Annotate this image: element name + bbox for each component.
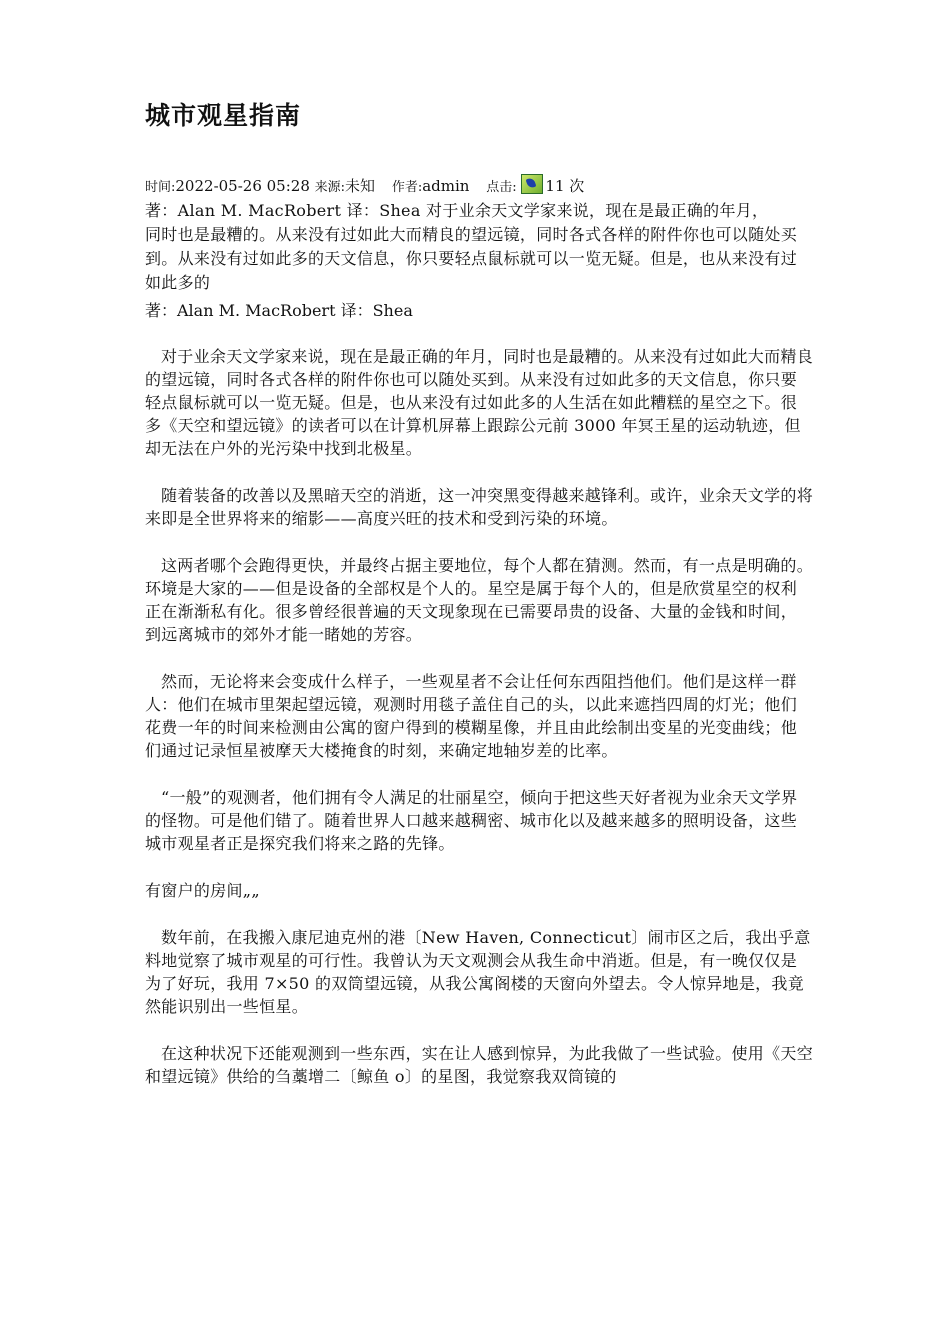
source-label: 来源: (314, 180, 346, 195)
paragraph: “一般”的观测者，他们拥有令人满足的壮丽星空，倾向于把这些天好者视为业余天文学界的怪物。可是他们错了。随着世界人口越来越稠密、城市化以及越来越多的照明设备，这些城市观星者正是探究我们将来之路的先锋。 (145, 788, 798, 853)
paragraph: 这两者哪个会跑得更快，并最终占据主要地位，每个人都在猜测。然而，有一点是明确的。环境是大家的——但是设备的全部权是个人的。星空是属于每个人的，但是欣赏星空的权利正在渐渐私有化。很多曾经很普遍的天文现象现在已需要昂贵的设备、大量的金钱和时间，到远离城市的郊外才能一睹她的芳容。 (145, 556, 814, 644)
paragraph: 对于业余天文学家来说，现在是最正确的年月，同时也是最糟的。从来没有过如此大而精良的望远镜，同时各式各样的附件你也可以随处买到。从来没有过如此多的天文信息，你只要轻点鼠标就可以一览无疑。但是，也从来没有过如此多的人生活在如此糟糕的星空之下。很多《天空和望远镜》的读者可以在计算机屏幕上跟踪公元前 3000 年冥王星的运动轨迹，但却无法在户外的光污染中找到北极星。 (145, 347, 814, 458)
article-page (145, 96, 813, 1112)
section-heading: 有窗户的房间„„ (145, 881, 260, 900)
source-value: 未知 (345, 177, 376, 195)
author-label: 作者: (391, 180, 423, 195)
lead-line-2: 同时也是最糟的。从来没有过如此大而精良的望远镜，同时各式各样的附件你也可以随处买到。从来没有过如此多的天文信息，你只要轻点鼠标就可以一览无疑。但是，也从来没有过如此多的 (145, 225, 798, 292)
clicks-value: 11 次 (545, 177, 585, 195)
lead-line-1: 著：Alan M. MacRobert 译：Shea 对于业余天文学家来说，现在是最正确的年月， (145, 201, 769, 220)
author-value: admin (422, 177, 470, 195)
byline: 著：Alan M. MacRobert 译：Shea (145, 301, 413, 320)
article-meta (145, 174, 813, 199)
clicks-label: 点击: (486, 180, 517, 195)
page-title: 城市观星指南 (145, 101, 302, 130)
time-value: 2022-05-26 05:28 (175, 177, 310, 195)
clicks-counter-icon (521, 174, 543, 194)
paragraph: 然而，无论将来会变成什么样子，一些观星者不会让任何东西阻挡他们。他们是这样一群人：他们在城市里架起望远镜，观测时用毯子盖住自己的头，以此来遮挡四周的灯光；他们花费一年的时间来检测由公寓的窗户得到的模糊星像，并且由此绘制出变星的光变曲线；他们通过记录恒星被摩天大楼掩食的时刻，来确定地轴岁差的比率。 (145, 672, 798, 760)
time-label: 时间: (145, 180, 176, 195)
paragraph: 随着装备的改善以及黑暗天空的消逝，这一冲突黑变得越来越锋利。或许，业余天文学的将来即是全世界将来的缩影——高度兴旺的技术和受到污染的环境。 (145, 486, 814, 528)
paragraph: 数年前，在我搬入康尼迪克州的港〔New Haven, Connecticut〕闹市区之后，我出乎意料地觉察了城市观星的可行性。我曾认为天文观测会从我生命中消逝。但是，有一晚仅仅是为了好玩，我用 7×50 的双筒望远镜，从我公寓阁楼的天窗向外望去。令人惊异地是，我竟然能识别出一些恒星。 (145, 928, 811, 1016)
article-body (145, 345, 813, 1088)
paragraph: 在这种状况下还能观测到一些东西，实在让人感到惊异，为此我做了一些试验。使用《天空和望远镜》供给的刍藁增二〔鲸鱼 o〕的星图，我觉察我双筒镜的 (145, 1044, 814, 1086)
